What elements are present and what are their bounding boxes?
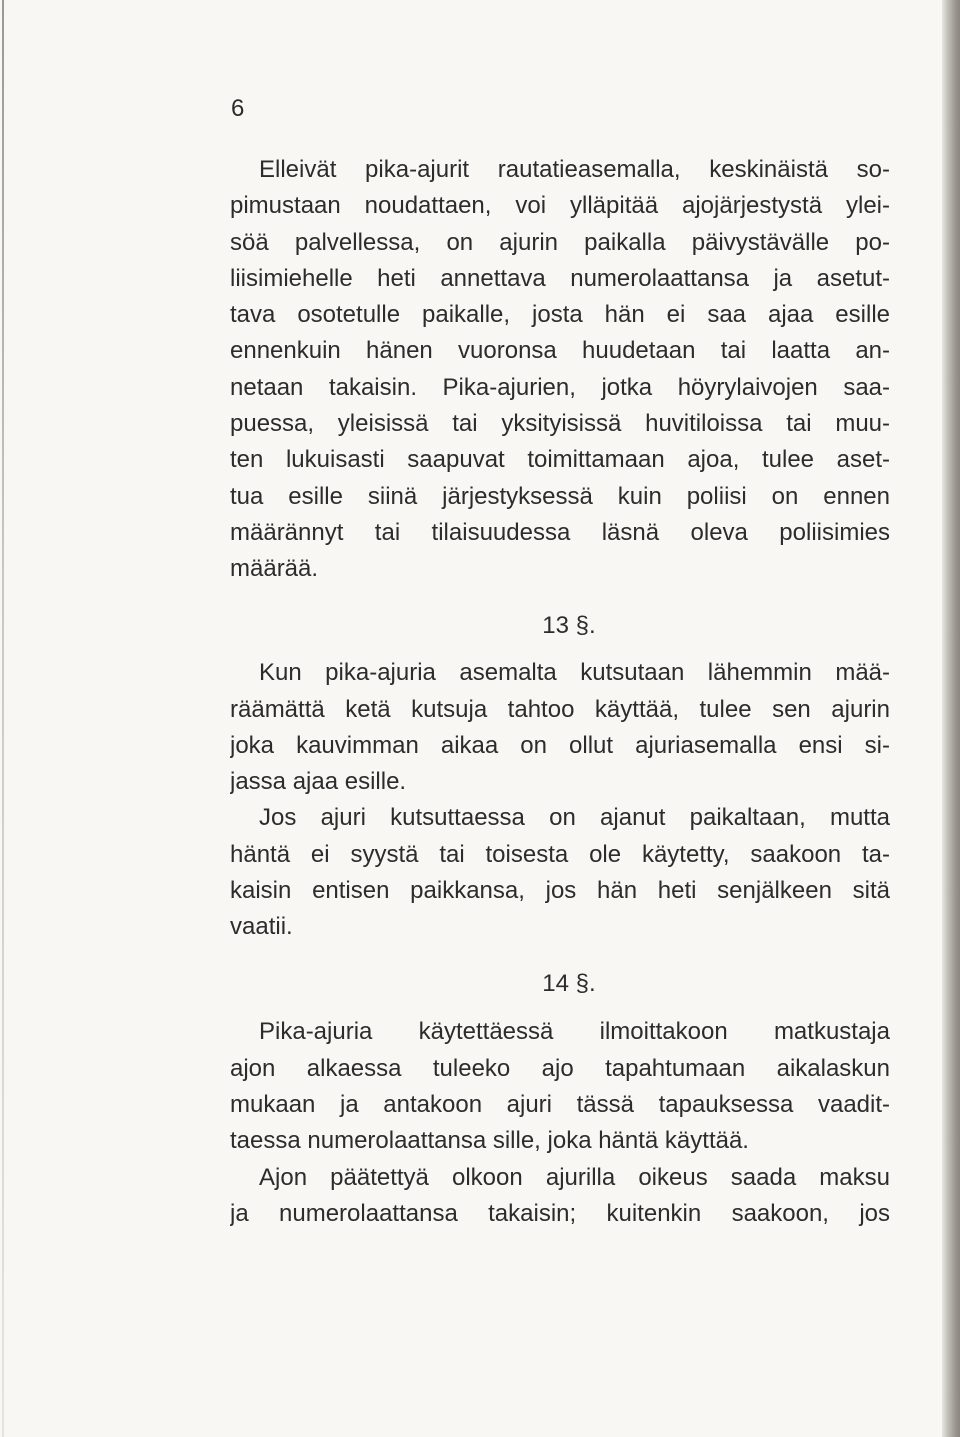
text-line: tua esille siinä järjestyksessä kuin poliisi on ennen: [230, 482, 890, 510]
text-line: ennenkuin hänen vuoronsa huudetaan tai laatta an-: [230, 337, 890, 365]
text-line: vaatii.: [230, 913, 293, 941]
text-line: määrännyt tai tilaisuudessa läsnä oleva poliisimies: [230, 518, 890, 546]
text-line: räämättä ketä kutsuja tahtoo käyttää, tulee sen ajurin: [230, 695, 890, 723]
text-line: liisimiehelle heti annettava numerolaattansa ja asetut-: [230, 264, 890, 292]
text-line: mukaan ja antakoon ajuri tässä tapauksessa vaadit-: [230, 1091, 890, 1118]
text-line: puessa, yleisissä tai yksityisissä huvitiloissa tai muu-: [230, 410, 890, 438]
text-line: Jos ajuri kutsuttaessa on ajanut paikaltaan, mutta: [259, 804, 890, 832]
text-line: häntä ei syystä tai toisesta ole käytetty, saakoon ta-: [230, 840, 890, 868]
text-line: ja numerolaattansa takaisin; kuitenkin saakoon, jos: [230, 1199, 890, 1227]
page-number: 6: [231, 95, 245, 122]
paragraph: [230, 1160, 890, 1233]
text-line: jassa ajaa esille.: [230, 768, 407, 796]
text-line: ten lukuisasti saapuvat toimittamaan ajoa, tulee aset-: [230, 446, 890, 474]
text-line: taessa numerolaattansa sille, joka häntä käyttää.: [230, 1127, 749, 1155]
text-line: Elleivät pika-ajurit rautatieasemalla, keskinäistä so-: [259, 156, 890, 183]
text-line: määrää.: [230, 555, 319, 583]
paragraph: [230, 152, 890, 588]
text-line: kaisin entisen paikkansa, jos hän heti senjälkeen sitä: [230, 877, 890, 905]
text-line: Pika-ajuria käytettäessä ilmoittakoon matkustaja: [259, 1018, 890, 1046]
paragraph: [230, 800, 890, 945]
scan-left-edge: [2, 0, 4, 1437]
paragraph: [230, 655, 890, 800]
text-line: Kun pika-ajuria asemalta kutsutaan lähemmin mää-: [259, 659, 890, 687]
paragraph: [230, 1014, 890, 1159]
scan-right-edge-shadow: [942, 0, 960, 1437]
section-heading: 14 §.: [542, 969, 596, 997]
text-column: [230, 152, 890, 1232]
text-line: netaan takaisin. Pika-ajurien, jotka höyrylaivojen saa-: [230, 373, 890, 401]
text-line: joka kauvimman aikaa on ollut ajuriasemalla ensi si-: [230, 731, 890, 759]
text-line: ajon alkaessa tuleeko ajo tapahtumaan aikalaskun: [230, 1054, 890, 1082]
section-heading: 13 §.: [542, 612, 596, 640]
text-line: tava osotetulle paikalle, josta hän ei saa ajaa esille: [230, 301, 890, 329]
text-line: söä palvellessa, on ajurin paikalla päivystävälle po-: [230, 228, 890, 256]
text-line: pimustaan noudattaen, voi ylläpitää ajojärjestystä ylei-: [230, 192, 890, 220]
text-line: Ajon päätettyä olkoon ajurilla oikeus saada maksu: [259, 1163, 890, 1191]
